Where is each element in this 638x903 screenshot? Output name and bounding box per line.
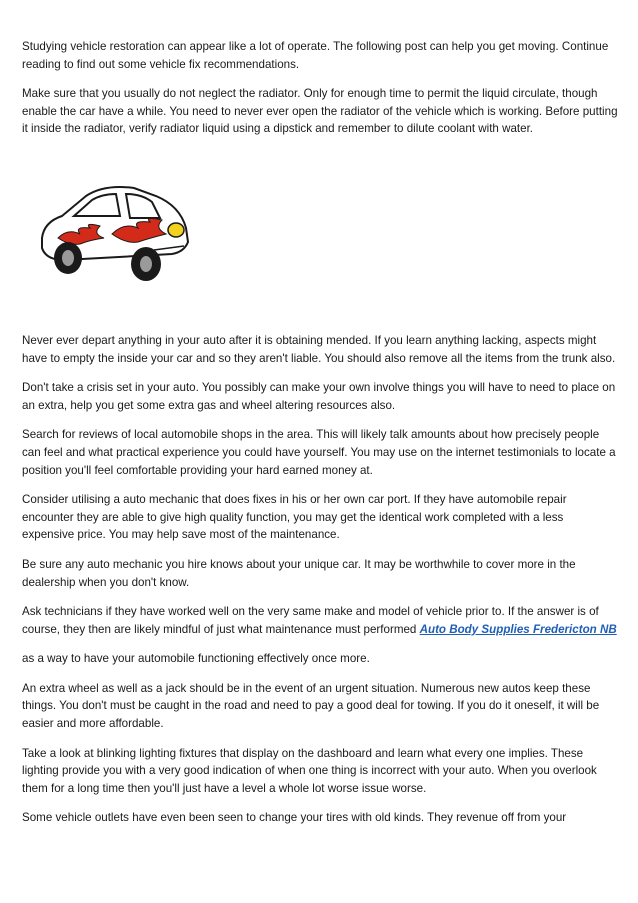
paragraph-dashboard-lights: Take a look at blinking lighting fixtures that display on the dashboard and learn what every one implies. These lighting provide you with a very good indication of when one thing is incorrect with your auto. When you overlook them for a long time then you'll just have a level a whole lot worse issue worse. [22, 746, 597, 795]
paragraph-knows-car: Be sure any auto mechanic you hire knows about your unique car. It may be worthwhile to cover more in the dealership when you don't know. [22, 557, 576, 589]
paragraph-ask-technicians-text: Ask technicians if they have worked well on the very same make and model of vehicle prior to. If the answer is of course, they then are likely mindful of just what maintenance must performed [22, 605, 599, 636]
paragraph-tire-swap: Some vehicle outlets have even been seen to change your tires with old kinds. They revenue off from your [22, 811, 567, 825]
cartoon-car-image [34, 176, 194, 286]
auto-body-supplies-link[interactable]: Auto Body Supplies Fredericton NB [419, 622, 617, 636]
paragraph-reviews: Search for reviews of local automobile shops in the area. This will likely talk amounts about how precisely people can feel and what practical experience you could have yourself. You may use on the internet testimonials to locate a position you'll feel comfortable providing your hard earned money at. [22, 428, 616, 477]
paragraph-crisis-set: Don't take a crisis set in your auto. You possibly can make your own involve things you will have to need to place on an extra, help you get some extra gas and wheel altering resources also. [22, 381, 616, 412]
article-body [22, 38, 618, 839]
paragraph-leave-nothing: Never ever depart anything in your auto after it is obtaining mended. If you learn anything lacking, aspects might have to empty the inside your car and so they aren't liable. You should also remove all the items from the trunk also. [22, 333, 616, 365]
paragraph-functioning: as a way to have your automobile functioning effectively once more. [22, 652, 370, 666]
paragraph-intro: Studying vehicle restoration can appear like a lot of operate. The following post can help you get moving. Continue reading to find out some vehicle fix recommendations. [22, 40, 609, 71]
car-illustration [22, 150, 618, 320]
paragraph-radiator: Make sure that you usually do not neglect the radiator. Only for enough time to permit the liquid circulate, though enable the car have a while. You need to never ever open the radiator of the vehicle which is working. Before putting it inside the radiator, verify radiator liquid using a dipstick and remember to dilute coolant with water. [22, 87, 618, 136]
paragraph-ask-technicians [22, 603, 618, 638]
paragraph-garage-mechanic: Consider utilising a auto mechanic that does fixes in his or her own car port. If they have automobile repair encounter they are able to give high quality function, you may get the identical work completed with a less expensive price. You may help save most of the maintenance. [22, 493, 567, 542]
paragraph-spare-wheel: An extra wheel as well as a jack should be in the event of an urgent situation. Numerous new autos keep these things. You don't must be caught in the road and need to pay a good deal for towing. If you do it oneself, it will be easier and more affordable. [22, 681, 600, 731]
